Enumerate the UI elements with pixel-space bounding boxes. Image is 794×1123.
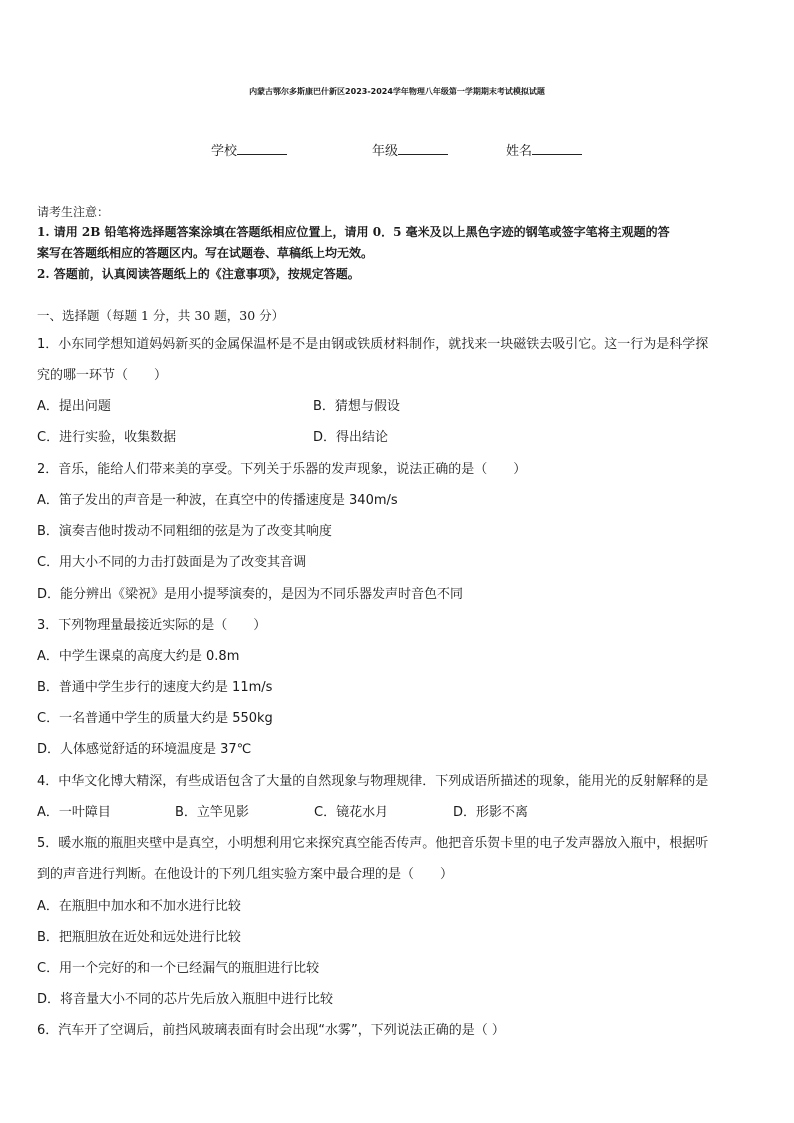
question-2-option-c[interactable]: C．用大小不同的力击打鼓面是为了改变其音调: [37, 555, 307, 570]
question-1-option-d[interactable]: D．得出结论: [313, 430, 389, 445]
grade-field[interactable]: [372, 140, 448, 159]
question-4-option-d[interactable]: D．形影不离: [453, 805, 529, 820]
question-1-option-b[interactable]: B．猜想与假设: [313, 399, 400, 414]
question-5-option-a[interactable]: A．在瓶胆中加水和不加水进行比较: [37, 899, 241, 914]
name-blank[interactable]: [532, 140, 582, 155]
school-blank[interactable]: [237, 140, 287, 155]
question-5-line-1: 5．暖水瓶的瓶胆夹壁中是真空，小明想利用它来探究真空能否传声。他把音乐贺卡里的电子发声器放入瓶中，根据听: [37, 836, 709, 851]
school-field[interactable]: [211, 140, 287, 159]
question-1-line-1: 1．小东同学想知道妈妈新买的金属保温杯是不是由钢或铁质材料制作，就找来一块磁铁去吸引它。这一行为是科学探: [37, 337, 709, 352]
notice-item-2: 2. 答题前，认真阅读答题纸上的《注意事项》，按规定答题。: [37, 267, 360, 281]
name-field[interactable]: [506, 140, 582, 159]
notice-item-1-line-2: 案写在答题纸相应的答题区内。写在试题卷、草稿纸上均无效。: [37, 246, 374, 260]
question-6-stem: 6．汽车开了空调后，前挡风玻璃表面有时会出现“水雾”，下列说法正确的是（ ）: [37, 1023, 505, 1038]
notice-heading: 请考生注意：: [37, 205, 110, 219]
question-3-option-b[interactable]: B．普通中学生步行的速度大约是 11m/s: [37, 680, 273, 695]
question-4-stem: 4．中华文化博大精深，有些成语包含了大量的自然现象与物理规律．下列成语所描述的现象，能用光的反射解释的是: [37, 774, 709, 789]
question-4-option-a[interactable]: A．一叶障目: [37, 805, 111, 820]
question-5-option-d[interactable]: D．将音量大小不同的芯片先后放入瓶胆中进行比较: [37, 992, 334, 1007]
name-label: 姓名: [506, 144, 533, 159]
question-3-option-a[interactable]: A．中学生课桌的高度大约是 0.8m: [37, 649, 240, 664]
question-3-option-d[interactable]: D．人体感觉舒适的环境温度是 37℃: [37, 742, 252, 757]
question-2-option-a[interactable]: A．笛子发出的声音是一种波，在真空中的传播速度是 340m/s: [37, 493, 398, 508]
question-5-option-b[interactable]: B．把瓶胆放在近处和远处进行比较: [37, 930, 241, 945]
question-1-line-2: 究的哪一环节（ ）: [37, 368, 168, 383]
student-info-row: [0, 140, 794, 160]
question-4-option-c[interactable]: C．镜花水月: [314, 805, 389, 820]
question-2-option-d[interactable]: D．能分辨出《梁祝》是用小提琴演奏的，是因为不同乐器发声时音色不同: [37, 587, 464, 602]
question-1-option-a[interactable]: A．提出问题: [37, 399, 111, 414]
page-title: 内蒙古鄂尔多斯康巴什新区2023-2024学年物理八年级第一学期期末考试模拟试题: [249, 87, 545, 96]
question-5-line-2: 到的声音进行判断。在他设计的下列几组实验方案中最合理的是（ ）: [37, 867, 454, 882]
question-3-option-c[interactable]: C．一名普通中学生的质量大约是 550kg: [37, 711, 273, 726]
school-label: 学校: [211, 144, 238, 159]
question-4-option-b[interactable]: B．立竿见影: [175, 805, 249, 820]
grade-blank[interactable]: [398, 140, 448, 155]
grade-label: 年级: [372, 144, 399, 159]
question-2-option-b[interactable]: B．演奏吉他时拨动不同粗细的弦是为了改变其响度: [37, 524, 332, 539]
question-3-stem: 3．下列物理量最接近实际的是（ ）: [37, 618, 267, 633]
section-1-heading: 一、选择题（每题 1 分，共 30 题，30 分）: [37, 308, 285, 323]
question-1-option-c[interactable]: C．进行实验，收集数据: [37, 430, 177, 445]
notice-item-1-line-1: 1. 请用 2B 铅笔将选择题答案涂填在答题纸相应位置上，请用 0．5 毫米及以上黑色字迹的钢笔或签字笔将主观题的答: [37, 225, 670, 239]
question-5-option-c[interactable]: C．用一个完好的和一个已经漏气的瓶胆进行比较: [37, 961, 320, 976]
question-2-stem: 2．音乐，能给人们带来美的享受。下列关于乐器的发声现象，说法正确的是（ ）: [37, 462, 527, 477]
